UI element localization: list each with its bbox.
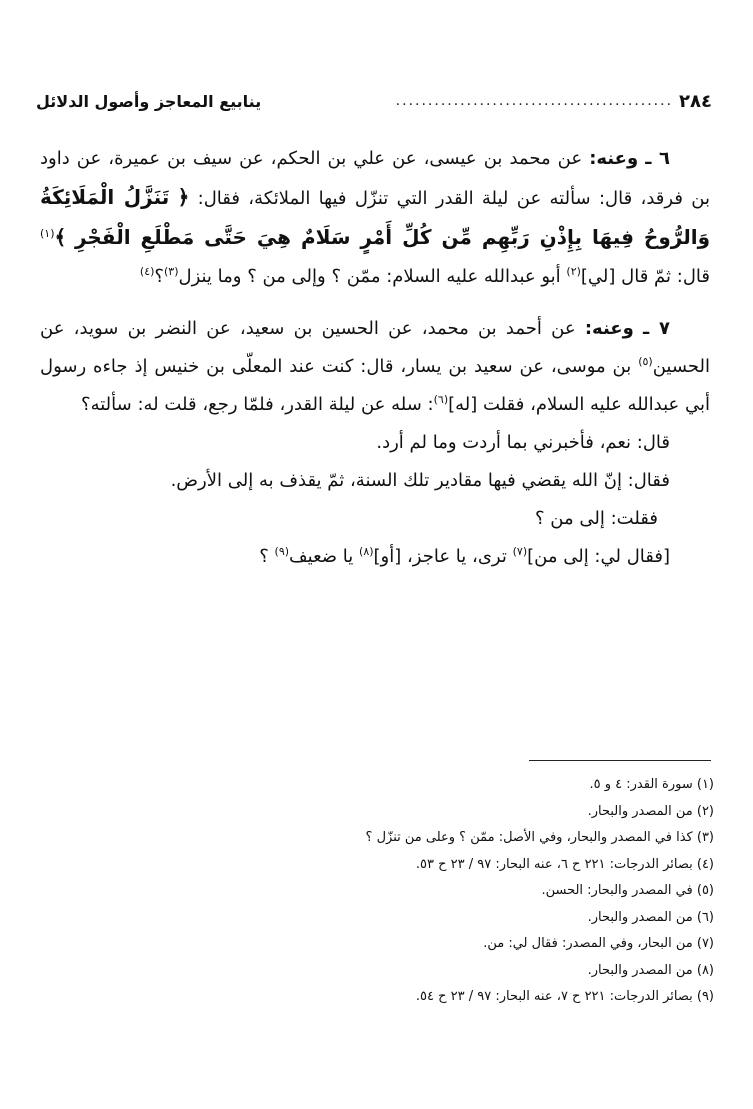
- footnote-separator: [529, 760, 711, 761]
- header-leader-dots: ...........................................: [395, 93, 674, 109]
- hadith-text: ؟: [154, 266, 164, 287]
- footnotes: [40, 772, 714, 1011]
- hadith-text: ؟: [259, 546, 269, 567]
- footnote: (٤) بصائر الدرجات: ٢٢١ ح ٦، عنه البحار: ٩٧ / ٢٣ ح ٥٣.: [415, 856, 714, 872]
- hadith-number: ٦ ـ: [645, 148, 670, 169]
- paragraph-answer-2: فقال: إنّ الله يقضي فيها مقادير تلك السنة، ثمّ يقذف به إلى الأرض.: [170, 470, 670, 491]
- footnote-ref: (٩): [274, 545, 290, 558]
- hadith-text: عن محمد بن عيسى، عن علي بن الحكم، عن سيف بن عميرة، عن داود بن فرقد، قال: سألته عن ليلة القدر التي تنزّل فيها الملائكة، فقال:: [40, 148, 710, 209]
- hadith-text: [فقال لي: إلى من]: [527, 546, 670, 567]
- footnote-ref: (٦): [433, 393, 449, 406]
- hadith-text: ترى، يا عاجز، [أو]: [373, 546, 507, 567]
- footnote: (٩) بصائر الدرجات: ٢٢١ ح ٧، عنه البحار: ٩٧ / ٢٣ ح ٥٤.: [415, 989, 714, 1004]
- quran-brace-close: ﴾: [54, 225, 67, 249]
- footnote: (٧) من البحار، وفي المصدر: فقال لي: من.: [483, 936, 714, 951]
- paragraph-hadith-6: [40, 140, 710, 296]
- footnote: (١) سورة القدر: ٤ و ٥.: [589, 777, 714, 792]
- quran-brace-open: ﴿: [177, 185, 190, 209]
- hadith-number: ٧ ـ: [643, 318, 670, 339]
- hadith-lead: وعنه:: [584, 318, 634, 339]
- paragraph-question: فقلت: إلى من ؟: [535, 508, 658, 529]
- running-header: [36, 86, 712, 116]
- footnote: (٢) من المصدر والبحار.: [587, 803, 714, 819]
- paragraph-hadith-7: [40, 310, 710, 424]
- main-text: [40, 140, 710, 576]
- hadith-text: بن موسى، عن سعيد بن يسار، قال: كنت عند المعلّى بن خنيس إذ جاءه رسول أبي عبدالله عليه السلام، فقلت [له]: [40, 356, 710, 415]
- hadith-lead: وعنه:: [589, 148, 639, 169]
- paragraph-answer-3: [40, 538, 710, 576]
- footnote-ref: (١): [40, 227, 55, 240]
- hadith-text: يا ضعيف: [289, 546, 354, 567]
- hadith-text: : سله عن ليلة القدر، فلمّا رجع، قلت له: سألته؟: [81, 394, 434, 415]
- hadith-text: أبو عبدالله عليه السلام: ممّن ؟ وإلى من ؟ وما ينزل: [178, 266, 561, 287]
- footnote: (٨) من المصدر والبحار.: [587, 962, 714, 978]
- hadith-text: قال: ثمّ قال [لي]: [580, 266, 710, 287]
- footnote: (٦) من المصدر والبحار.: [587, 909, 714, 925]
- footnote-ref: (٣): [163, 265, 179, 278]
- page-number: ٢٨٤: [679, 90, 712, 112]
- footnote-ref: (٧): [512, 545, 528, 558]
- footnote-ref: (٢): [566, 265, 581, 278]
- footnote-ref: (٤): [139, 265, 155, 278]
- footnote-ref: (٨): [359, 545, 374, 558]
- footnote-ref: (٥): [638, 355, 653, 368]
- hadith-text: عن أحمد بن محمد، عن الحسين بن سعيد، عن النضر بن سويد، عن الحسين: [40, 318, 710, 377]
- footnote: (٥) في المصدر والبحار: الحسن.: [541, 883, 714, 898]
- book-title: ينابيع المعاجز وأصول الدلائل: [36, 91, 262, 111]
- paragraph-answer-1: قال: نعم، فأخبرني بما أردت وما لم أرد.: [376, 432, 670, 453]
- quran-verse: تَنَزَّلُ الْمَلَائِكَةُ وَالرُّوحُ فِيهَا بِإِذْنِ رَبِّهِم مِّن كُلِّ أَمْرٍ سَلَامٌ هِيَ حَتَّى مَطْلَعِ الْفَجْرِ: [40, 185, 710, 249]
- footnote: (٣) كذا في المصدر والبحار، وفي الأصل: ممّن ؟ وعلى من تنزّل ؟: [365, 830, 714, 845]
